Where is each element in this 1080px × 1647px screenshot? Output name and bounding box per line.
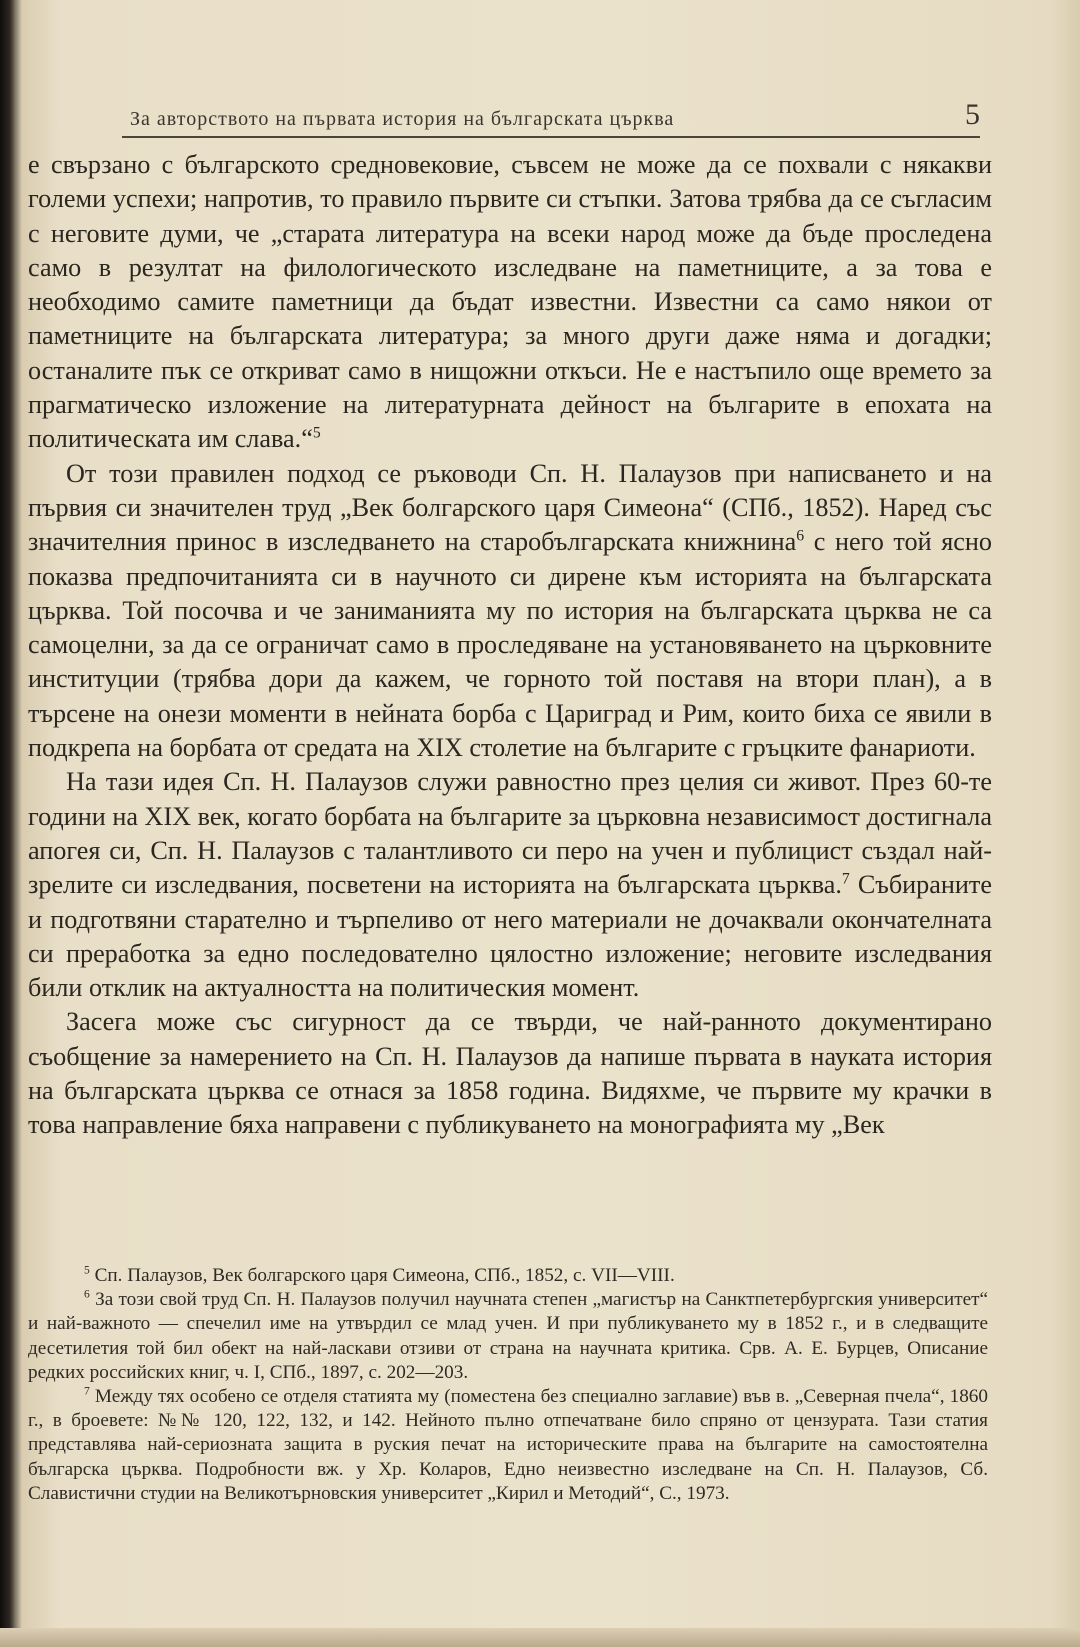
footnote-ref-7: 7	[841, 870, 850, 888]
header-rule	[122, 136, 980, 138]
paragraph-2-text-b: с него той ясно показва предпочитанията си в научното си дирене към историята на българската църква. Той посочва и че заниманията му по история на българската църква не са самоцелни, за да се ограничат само в проследяване на установяването на църковните институции (трябва дори да кажем, че горното той поставя на втори план), а в търсене на онези моменти в нейната борба с Цариград и Рим, които биха се явили в подкрепа на борбата от средата на XIX столетие на българите с гръцките фанариоти.	[28, 527, 992, 763]
footnote-ref-5: 5	[312, 424, 321, 442]
paragraph-2	[28, 457, 992, 766]
paragraph-4-text: Засега може със сигурност да се твърди, че най-ранното документирано съобщение за намерението на Сп. Н. Палаузов да напише първата в науката история на българската църква се отнася за 1858 година. Видяхме, че първите му крачки в това направление бяха направени с публикуването на монографията му „Век	[28, 1007, 992, 1140]
paragraph-3-text-a: На тази идея Сп. Н. Палаузов служи равностно през целия си живот. През 60-те години на XIX век, когато борбата на българите за църковна независимост достигнала апогея си, Сп. Н. Палаузов с талантливото си перо на учен и публицист създал най-зрелите си изследвания, посветени на историята на българската църква.	[28, 767, 992, 900]
paragraph-3	[28, 765, 992, 1005]
running-title: За авторството на първата история на българската църква	[130, 108, 675, 130]
footnote-mark-7: 7	[84, 1385, 90, 1398]
footnote-ref-6: 6	[796, 527, 805, 545]
footnotes	[28, 1264, 988, 1506]
footnote-mark-6: 6	[84, 1288, 90, 1301]
running-head	[130, 98, 980, 132]
page-number: 5	[965, 98, 980, 131]
paragraph-1-text: е свързано с българското средновековие, съвсем не може да се похвали с някакви големи успехи; напротив, то правило първите си стъпки. Затова трябва да се съгласим с неговите думи, че „старата литература на всеки народ може да бъде проследена само в резултат на филологическото изследване на паметниците, а за това е необходимо самите паметници да бъдат известни. Известни са само някои от паметниците на българската литература; за много други даже няма и догадки; останалите пък се откриват само в нищожни откъси. Не е настъпило още времето за прагматическо изложение на литературната дейност на българите в епохата на политическата им слава.“	[28, 150, 992, 454]
footnote-mark-5: 5	[84, 1264, 90, 1277]
paragraph-1	[28, 148, 992, 457]
footnote-5-text: Сп. Палаузов, Век болгарского царя Симеона, СПб., 1852, с. VII—VIII.	[94, 1265, 675, 1286]
main-text	[28, 148, 992, 1143]
footnote-5	[28, 1264, 988, 1288]
book-binding-edge	[0, 0, 14, 1647]
footnote-6	[28, 1288, 988, 1385]
footnote-6-text: За този свой труд Сп. Н. Палаузов получил научната степен „магистър на Санктпетербургския университет“ и най-важното — спечелил име на утвърдил се млад учен. И при публикуването му в 1852 г., и в следващите десетилетия той бил обект на най-ласкави отзиви от страна на научната критика. Срв. А. Е. Бурцев, Описание редких российских книг, ч. I, СПб., 1897, с. 202—203.	[28, 1289, 988, 1383]
page-bottom-edge	[0, 1628, 1080, 1647]
paragraph-2-text-a: От този правилен подход се ръководи Сп. Н. Палаузов при написването и на първия си значителен труд „Век болгарского царя Симеона“ (СПб., 1852). Наред със значителния принос в изследването на старобългарската книжнина	[28, 458, 992, 557]
paragraph-3-text-b: Събираните и подготвяни старателно и търпеливо от него материали не дочаквали окончателната си преработка за едно последователно цялостно изложение; неговите изследвания били отклик на актуалността на политическия момент.	[28, 870, 992, 1003]
paragraph-4	[28, 1005, 992, 1142]
footnote-7	[28, 1385, 988, 1506]
footnote-7-text: Между тях особено се отделя статията му (поместена без специално заглавие) във в. „Северная пчела“, 1860 г., в броевете: №№ 120, 122, 132, и 142. Нейното пълно отпечатване било спряно от цензурата. Тази статия представлява най-сериозната защита в руския печат на историческите права на българите на самостоятелна българска църква. Подробности вж. у Хр. Коларов, Едно неизвестно изследване на Сп. Н. Палаузов, Сб. Славистични студии на Великотърновския университет „Кирил и Методий“, С., 1973.	[28, 1386, 988, 1504]
